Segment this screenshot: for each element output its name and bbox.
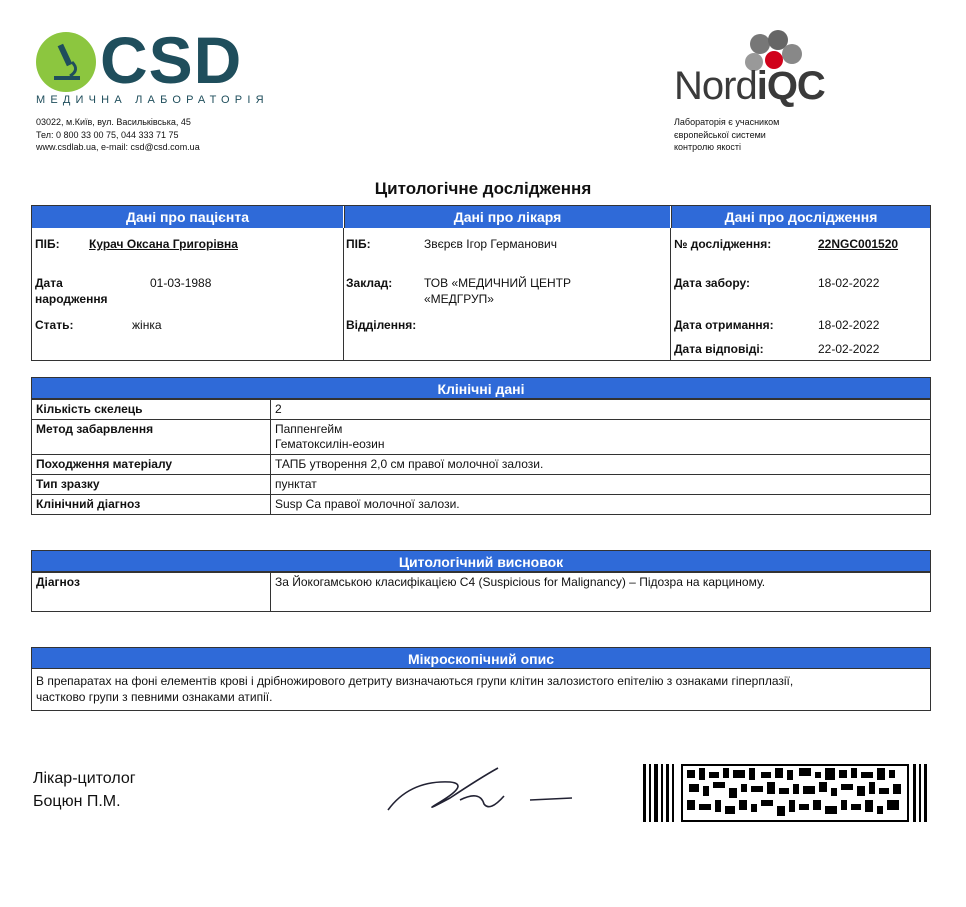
collected-date: 18-02-2022 xyxy=(818,276,880,290)
clinical-heading: Клінічні дані xyxy=(31,377,931,399)
row-value-line-2: Гематоксилін-еозин xyxy=(275,437,385,451)
signatory-role: Лікар-цитолог xyxy=(33,770,136,787)
clinic-label: Заклад: xyxy=(346,276,393,290)
csd-logo-mark xyxy=(36,32,96,92)
row-value: 2 xyxy=(271,400,931,420)
conclusion-block xyxy=(31,550,931,612)
patient-sex-label: Стать: xyxy=(35,318,74,332)
row-value xyxy=(271,420,931,455)
study-id: 22NGC001520 xyxy=(818,237,899,251)
row-value: ТАПБ утворення 2,0 см правої молочної залози. xyxy=(271,455,931,475)
row-key: Походження матеріалу xyxy=(32,455,271,475)
patient-name: Курач Оксана Григорівна xyxy=(89,237,238,251)
table-row xyxy=(32,400,931,420)
received-date: 18-02-2022 xyxy=(818,318,880,332)
partner-note-1: Лабораторія є учасником xyxy=(674,117,780,127)
row-key: Клінічний діагноз xyxy=(32,495,271,515)
nordiqc-logo-a: Nord xyxy=(674,64,757,108)
table-row xyxy=(32,475,931,495)
patient-dob-label xyxy=(35,275,108,307)
lab-phone: Тел: 0 800 33 00 75, 044 333 71 75 xyxy=(36,129,179,140)
barcode-icon xyxy=(643,764,927,822)
patient-heading: Дані про пацієнта xyxy=(32,206,343,228)
handwritten-signature xyxy=(380,760,580,820)
document-title: Цитологічне дослідження xyxy=(374,179,592,198)
micro-line-2: частково групи з певними ознаками атипії. xyxy=(36,690,273,704)
nordiqc-logo xyxy=(674,62,825,110)
collected-label: Дата забору: xyxy=(674,276,751,290)
nordiqc-logo-b: iQC xyxy=(756,64,825,108)
patient-name-label: ПІБ: xyxy=(35,237,60,251)
row-key: Метод забарвлення xyxy=(32,420,271,455)
lab-contacts xyxy=(36,116,200,154)
answered-date: 22-02-2022 xyxy=(818,342,880,356)
doctor-heading: Дані про лікаря xyxy=(344,206,670,228)
table-row xyxy=(32,495,931,515)
conclusion-heading: Цитологічний висновок xyxy=(31,550,931,572)
row-value-line-1: Паппенгейм xyxy=(275,422,343,436)
row-value: пунктат xyxy=(271,475,931,495)
clinical-block xyxy=(31,377,931,515)
lab-address: 03022, м.Київ, вул. Васильківська, 45 xyxy=(36,117,191,127)
clinic-name xyxy=(424,275,571,307)
patient-sex: жінка xyxy=(132,318,162,332)
dob-label-2: народження xyxy=(35,292,108,306)
clinic-line-2: «МЕДГРУП» xyxy=(424,292,494,306)
conclusion-table xyxy=(31,572,931,612)
dob-label-1: Дата xyxy=(35,276,63,290)
divider xyxy=(343,228,344,360)
table-row xyxy=(32,455,931,475)
department-label: Відділення: xyxy=(346,318,417,332)
row-key: Кількість скелець xyxy=(32,400,271,420)
study-id-label: № дослідження: xyxy=(674,237,772,251)
partner-note-2: європейської системи xyxy=(674,129,766,140)
micro-line-1: В препаратах на фоні елементів крові і дрібножирового детриту визначаються групи клітин залозистого епітелію з ознаками гіперплазії, xyxy=(36,674,794,688)
partner-note xyxy=(674,116,814,154)
diagnosis-text: За Йокогамською класифікацією С4 (Suspicious for Malignancy) – Підозра на карциному. xyxy=(271,573,931,612)
micro-text xyxy=(31,669,931,711)
answered-label: Дата відповіді: xyxy=(674,342,764,356)
signatory-name: Боцюн П.М. xyxy=(33,793,121,810)
patient-dob: 01-03-1988 xyxy=(150,276,212,290)
row-key: Тип зразку xyxy=(32,475,271,495)
row-value: Susp Ca правої молочної залози. xyxy=(271,495,931,515)
table-row xyxy=(32,420,931,455)
doctor-name-label: ПІБ: xyxy=(346,237,371,251)
received-label: Дата отримання: xyxy=(674,318,774,332)
signatory xyxy=(33,767,136,813)
clinic-line-1: ТОВ «МЕДИЧНИЙ ЦЕНТР xyxy=(424,276,572,290)
microscope-icon xyxy=(36,32,96,92)
doctor-name: Звєрєв Ігор Германович xyxy=(424,237,557,251)
lab-web: www.csdlab.ua, e-mail: csd@csd.com.ua xyxy=(36,142,200,152)
micro-heading: Мікроскопічний опис xyxy=(31,647,931,669)
logo-subtitle: МЕДИЧНА ЛАБОРАТОРІЯ xyxy=(36,94,269,106)
partner-note-3: контролю якості xyxy=(674,142,741,152)
divider xyxy=(670,228,671,360)
csd-logo-text: CSD xyxy=(100,23,243,97)
diagnosis-label: Діагноз xyxy=(32,573,271,612)
info-block xyxy=(31,205,931,361)
study-heading: Дані про дослідження xyxy=(671,206,930,228)
clinical-table xyxy=(31,399,931,515)
micro-block xyxy=(31,647,931,711)
table-row xyxy=(32,573,931,612)
